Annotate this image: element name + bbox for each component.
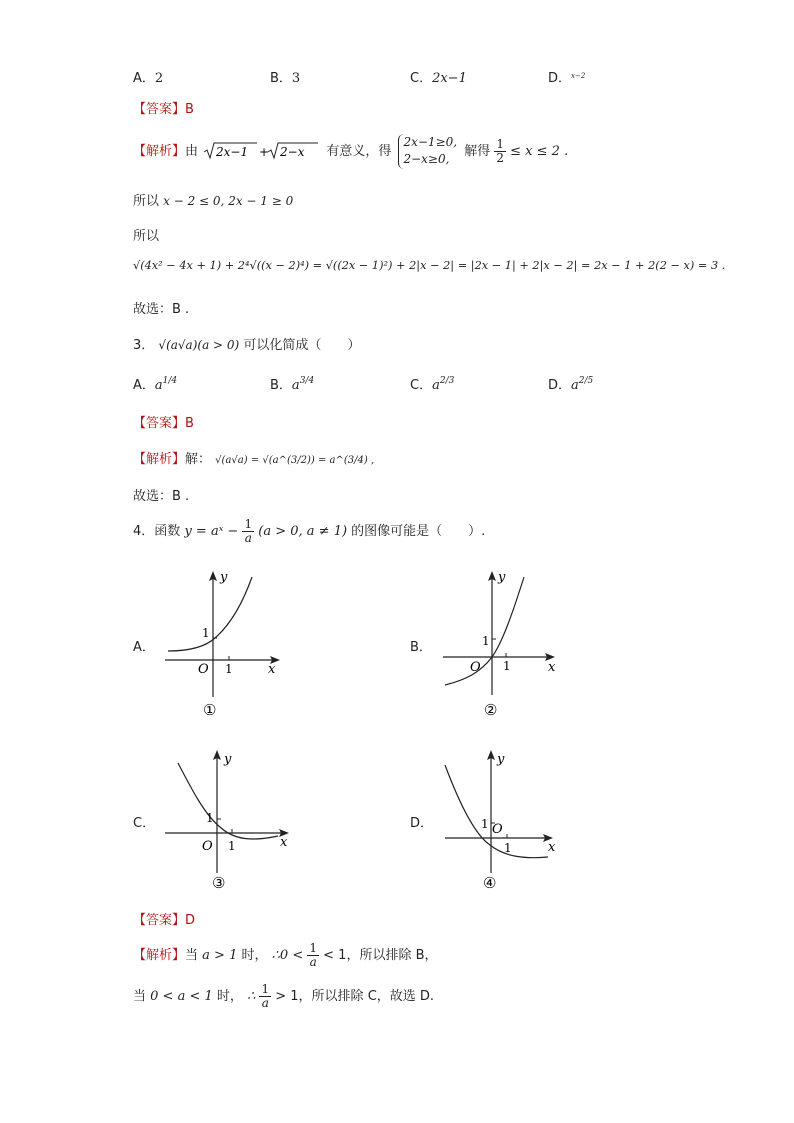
stem-math: √(a√a)(a > 0) (158, 338, 240, 352)
q2-line2 (133, 190, 293, 209)
graph-number: ③ (212, 874, 226, 892)
q4-answer (133, 909, 195, 928)
curve (445, 577, 524, 685)
q3-analysis (133, 448, 374, 467)
system-row: 2−x≥0, (403, 152, 450, 167)
q4-analysis-line2 (133, 983, 434, 1010)
q3-option-a (133, 374, 177, 393)
one-y-label: 1 (481, 817, 489, 831)
equation: √(4x² − 4x + 1) + 2⁴√((x − 2)⁴) = √((2x − 1)²) + 2|x − 2| = |2x − 1| + 2|x − 2| = 2x − 1 + 2(2 − x) = 3 . (133, 259, 726, 272)
stem-math: y = aˣ − (184, 524, 239, 540)
option-letter: C． (410, 71, 433, 86)
x-label: x (280, 835, 288, 850)
graph-number: ② (484, 701, 498, 719)
option-exp: 2/5 (578, 376, 594, 386)
option-letter: B． (270, 378, 292, 393)
option-text: 2 (154, 71, 164, 86)
conclusion-text: 故选：B . (133, 489, 190, 504)
one-x-label: 1 (503, 659, 511, 673)
q3-stem (133, 334, 360, 353)
option-letter: A． (133, 71, 155, 86)
fraction-half: $\frac{1}{2}$ (496, 136, 505, 165)
option-base: a (571, 378, 579, 393)
y-label: y (498, 570, 506, 585)
origin-label: O (198, 662, 209, 677)
analysis-math: √(a√a) = √(a^(3/2)) = a^(3/4) , (215, 455, 375, 466)
graph-2 (440, 565, 570, 725)
option-text: 2x−1 (432, 71, 467, 86)
analysis-text: 有意义，得 (326, 143, 392, 159)
q2-option-c (410, 67, 467, 86)
option-letter: B． (270, 71, 292, 86)
answer-tag: 【答案】 (133, 102, 186, 117)
curve (445, 765, 548, 858)
inequality-system (398, 134, 457, 169)
fraction-one-over-a: $\frac{1}{a}$ (261, 982, 270, 1011)
origin-label: O (202, 839, 213, 854)
system-row: 2x−1≥0, (403, 135, 458, 149)
analysis-tag: 【解析】 (133, 948, 186, 964)
q2-line4 (133, 259, 725, 272)
conclusion-text: 故选：B . (133, 302, 190, 317)
analysis-text: ≤ x ≤ 2 . (510, 143, 569, 159)
y-label: y (497, 752, 505, 767)
option-exp: 2/3 (439, 376, 455, 386)
analysis-math: ∴0 < (271, 948, 304, 964)
x-label: x (268, 662, 276, 677)
option-letter: D． (548, 378, 572, 393)
graph-number: ① (203, 701, 217, 719)
one-x-label: 1 (504, 841, 512, 855)
graph-number: ④ (483, 874, 497, 892)
option-letter: C． (410, 378, 433, 393)
analysis-text: 时， (216, 989, 243, 1005)
graph-4 (440, 745, 575, 900)
question-number: 3． (133, 338, 155, 353)
line-math: x − 2 ≤ 0, 2x − 1 ≥ 0 (163, 194, 294, 208)
curve (168, 577, 252, 651)
analysis-math: ∴ (247, 989, 256, 1005)
line-text: 所以 (133, 229, 160, 244)
svg-text:2x−1: 2x−1 (216, 145, 249, 160)
svg-text:2−x: 2−x (280, 145, 305, 160)
analysis-text: 时， (241, 948, 268, 964)
sqrt-expression (202, 141, 322, 161)
answer-value: B (185, 102, 194, 117)
analysis-text: > 1，所以排除 C，故选 D. (275, 989, 435, 1005)
graph-3 (160, 745, 295, 900)
q2-option-a (133, 67, 163, 86)
one-y-label: 1 (482, 634, 490, 648)
stem-text: 的图像可能是（ ）. (351, 524, 486, 540)
one-x-label: 1 (228, 839, 236, 853)
option-letter: A． (133, 378, 155, 393)
one-y-label: 1 (202, 626, 210, 640)
answer-tag: 【答案】 (133, 913, 186, 928)
analysis-text: 当 (185, 948, 199, 964)
svg-text:+: + (259, 145, 270, 160)
option-text: 3 (291, 71, 301, 86)
q4-stem (133, 518, 485, 545)
q2-conclusion (133, 298, 189, 317)
one-x-label: 1 (225, 662, 233, 676)
x-label: x (548, 660, 556, 675)
q2-answer (133, 98, 194, 117)
origin-label: O (492, 822, 503, 837)
analysis-math: a > 1 (202, 948, 238, 964)
option-exp: 1/4 (162, 376, 178, 386)
q3-option-b (270, 374, 314, 393)
analysis-tag: 【解析】 (133, 452, 186, 467)
q3-conclusion (133, 485, 189, 504)
graph-1 (160, 565, 290, 725)
option-exp: 3/4 (299, 376, 315, 386)
fraction-one-over-a: $\frac{1}{a}$ (244, 517, 253, 546)
stem-text: 可以化简成（ ） (243, 338, 361, 353)
origin-label: O (470, 660, 481, 675)
analysis-text: 解得 (464, 143, 491, 159)
option-base: a (291, 378, 300, 393)
option-letter: D． (548, 71, 572, 86)
graph-label-d: D． (410, 816, 434, 831)
graph-label-a: A． (133, 640, 155, 655)
analysis-text: 当 (133, 989, 147, 1005)
option-base: a (432, 378, 440, 393)
analysis-tag: 【解析】 (133, 143, 186, 159)
q4-analysis-line1 (133, 942, 438, 969)
question-number: 4． (133, 524, 155, 540)
graph-label-b: B． (410, 640, 432, 655)
q2-line3 (133, 225, 159, 244)
y-label: y (224, 752, 232, 767)
q3-option-c (410, 374, 454, 393)
q2-option-d (548, 67, 585, 86)
fraction-one-over-a: $\frac{1}{a}$ (309, 941, 318, 970)
q3-option-d (548, 374, 593, 393)
line-text: 所以 (133, 194, 160, 209)
q2-analysis-line1 (133, 134, 568, 169)
option-text: x−2 (571, 72, 586, 80)
stem-text: 函数 (154, 524, 181, 540)
graph-label-c: C． (133, 816, 156, 831)
option-base: a (154, 378, 163, 393)
q3-answer (133, 412, 194, 431)
analysis-text: < 1，所以排除 B， (323, 948, 438, 964)
one-y-label: 1 (206, 811, 214, 825)
y-label: y (220, 570, 228, 585)
answer-value: D (185, 913, 196, 928)
answer-value: B (185, 416, 194, 431)
answer-tag: 【答案】 (133, 416, 186, 431)
x-label: x (548, 840, 556, 855)
analysis-text: 由 (185, 143, 199, 159)
analysis-text: 解： (185, 452, 212, 467)
stem-condition: (a > 0, a ≠ 1) (258, 524, 348, 540)
analysis-math: 0 < a < 1 (150, 989, 213, 1005)
q2-option-b (270, 67, 300, 86)
curve (178, 763, 278, 839)
